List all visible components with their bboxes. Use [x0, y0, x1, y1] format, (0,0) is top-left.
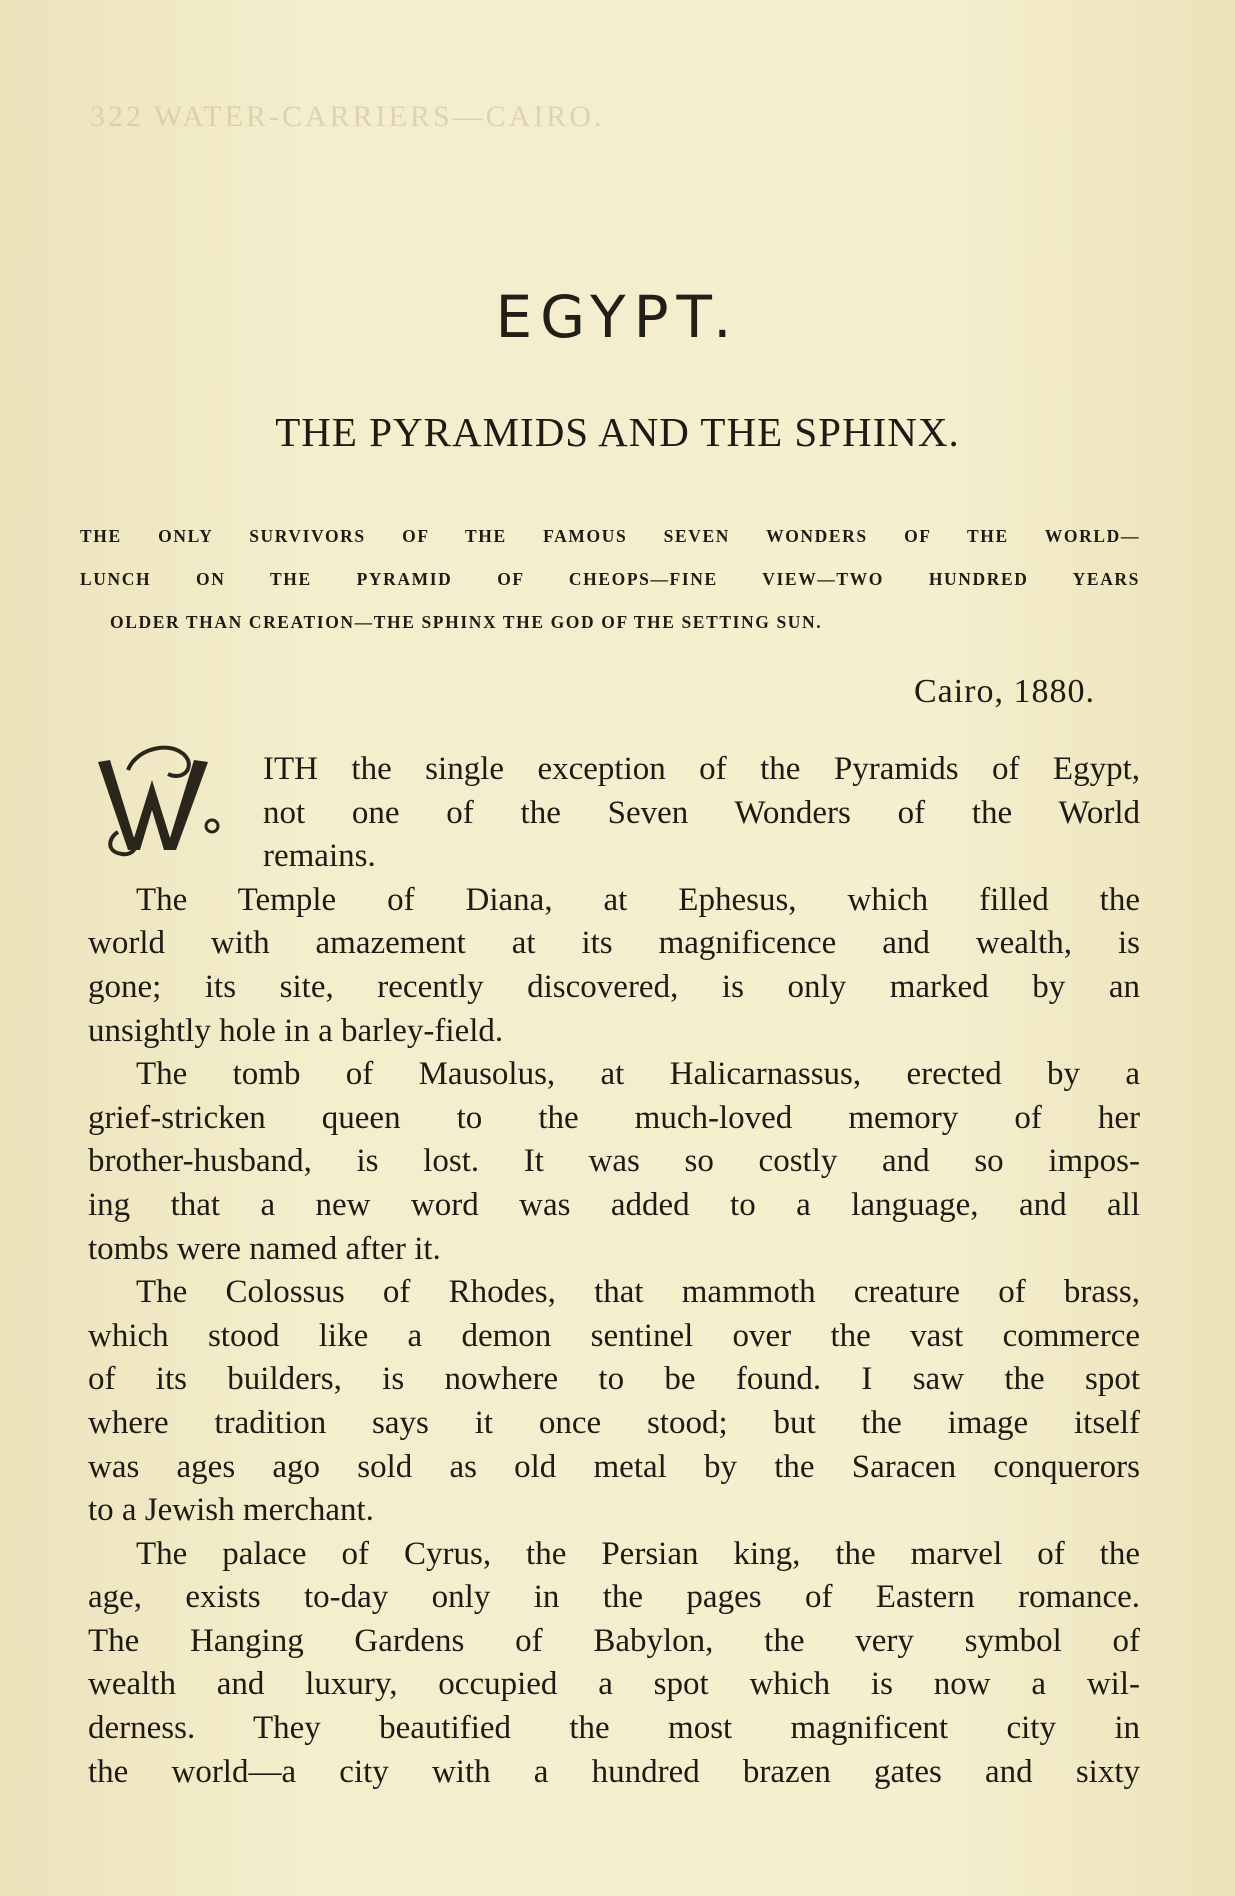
- text-line: The palace of Cyrus, the Persian king, the marvel of the: [136, 1535, 1140, 1572]
- summary-line: OLDER THAN CREATION—THE SPHINX THE GOD OF THE SETTING SUN.: [110, 612, 823, 632]
- chapter-title: EGYPT.: [495, 283, 740, 351]
- bleed-through-text: 322 WATER-CARRIERS—CAIRO.: [90, 100, 605, 133]
- summary-line: LUNCH ON THE PYRAMID OF CHEOPS—FINE VIEW—TWO HUNDRED YEARS: [80, 569, 1140, 589]
- text-line: The Hanging Gardens of Babylon, the very symbol of: [88, 1622, 1140, 1659]
- text-line: ITH the single exception of the Pyramids of Egypt,: [263, 751, 1140, 787]
- text-line: remains.: [263, 838, 376, 875]
- text-line: derness. They beautified the most magnificent city in: [88, 1710, 1140, 1747]
- body-text: [88, 748, 1140, 1794]
- dropcap-letter: W: [158, 810, 160, 811]
- dateline: Cairo, 1880.: [913, 673, 1095, 710]
- text-line: The Temple of Diana, at Ephesus, which filled the: [136, 881, 1140, 918]
- chapter-summary: [80, 515, 1140, 644]
- text-line: of its builders, is nowhere to be found. I saw the spot: [88, 1361, 1140, 1398]
- text-line: world with amazement at its magnificence and wealth, is: [88, 925, 1140, 962]
- text-line: wealth and luxury, occupied a spot which is now a wil-: [88, 1666, 1140, 1703]
- text-line: to a Jewish merchant.: [88, 1492, 374, 1529]
- summary-line: THE ONLY SURVIVORS OF THE FAMOUS SEVEN WONDERS OF THE WORLD—: [80, 526, 1140, 546]
- text-line: where tradition says it once stood; but the image itself: [88, 1404, 1140, 1441]
- text-line: tombs were named after it.: [88, 1230, 441, 1267]
- text-line: age, exists to-day only in the pages of Eastern romance.: [88, 1579, 1140, 1616]
- chapter-subtitle: THE PYRAMIDS AND THE SPHINX.: [275, 409, 960, 455]
- text-line: The Colossus of Rhodes, that mammoth creature of brass,: [136, 1274, 1140, 1311]
- text-line: the world—a city with a hundred brazen gates and sixty: [88, 1753, 1140, 1790]
- text-line: ing that a new word was added to a language, and all: [88, 1186, 1140, 1223]
- text-line: brother-husband, is lost. It was so costly and so impos-: [88, 1143, 1140, 1180]
- text-line: gone; its site, recently discovered, is only marked by an: [88, 968, 1140, 1005]
- text-line: The tomb of Mausolus, at Halicarnassus, erected by a: [136, 1056, 1140, 1093]
- text-line: was ages ago sold as old metal by the Saracen conquerors: [88, 1448, 1140, 1485]
- text-line: grief-stricken queen to the much-loved memory of her: [88, 1099, 1140, 1136]
- text-line: not one of the Seven Wonders of the World: [263, 794, 1140, 831]
- text-line: unsightly hole in a barley-field.: [88, 1012, 504, 1049]
- text-line: which stood like a demon sentinel over the vast commerce: [88, 1317, 1140, 1354]
